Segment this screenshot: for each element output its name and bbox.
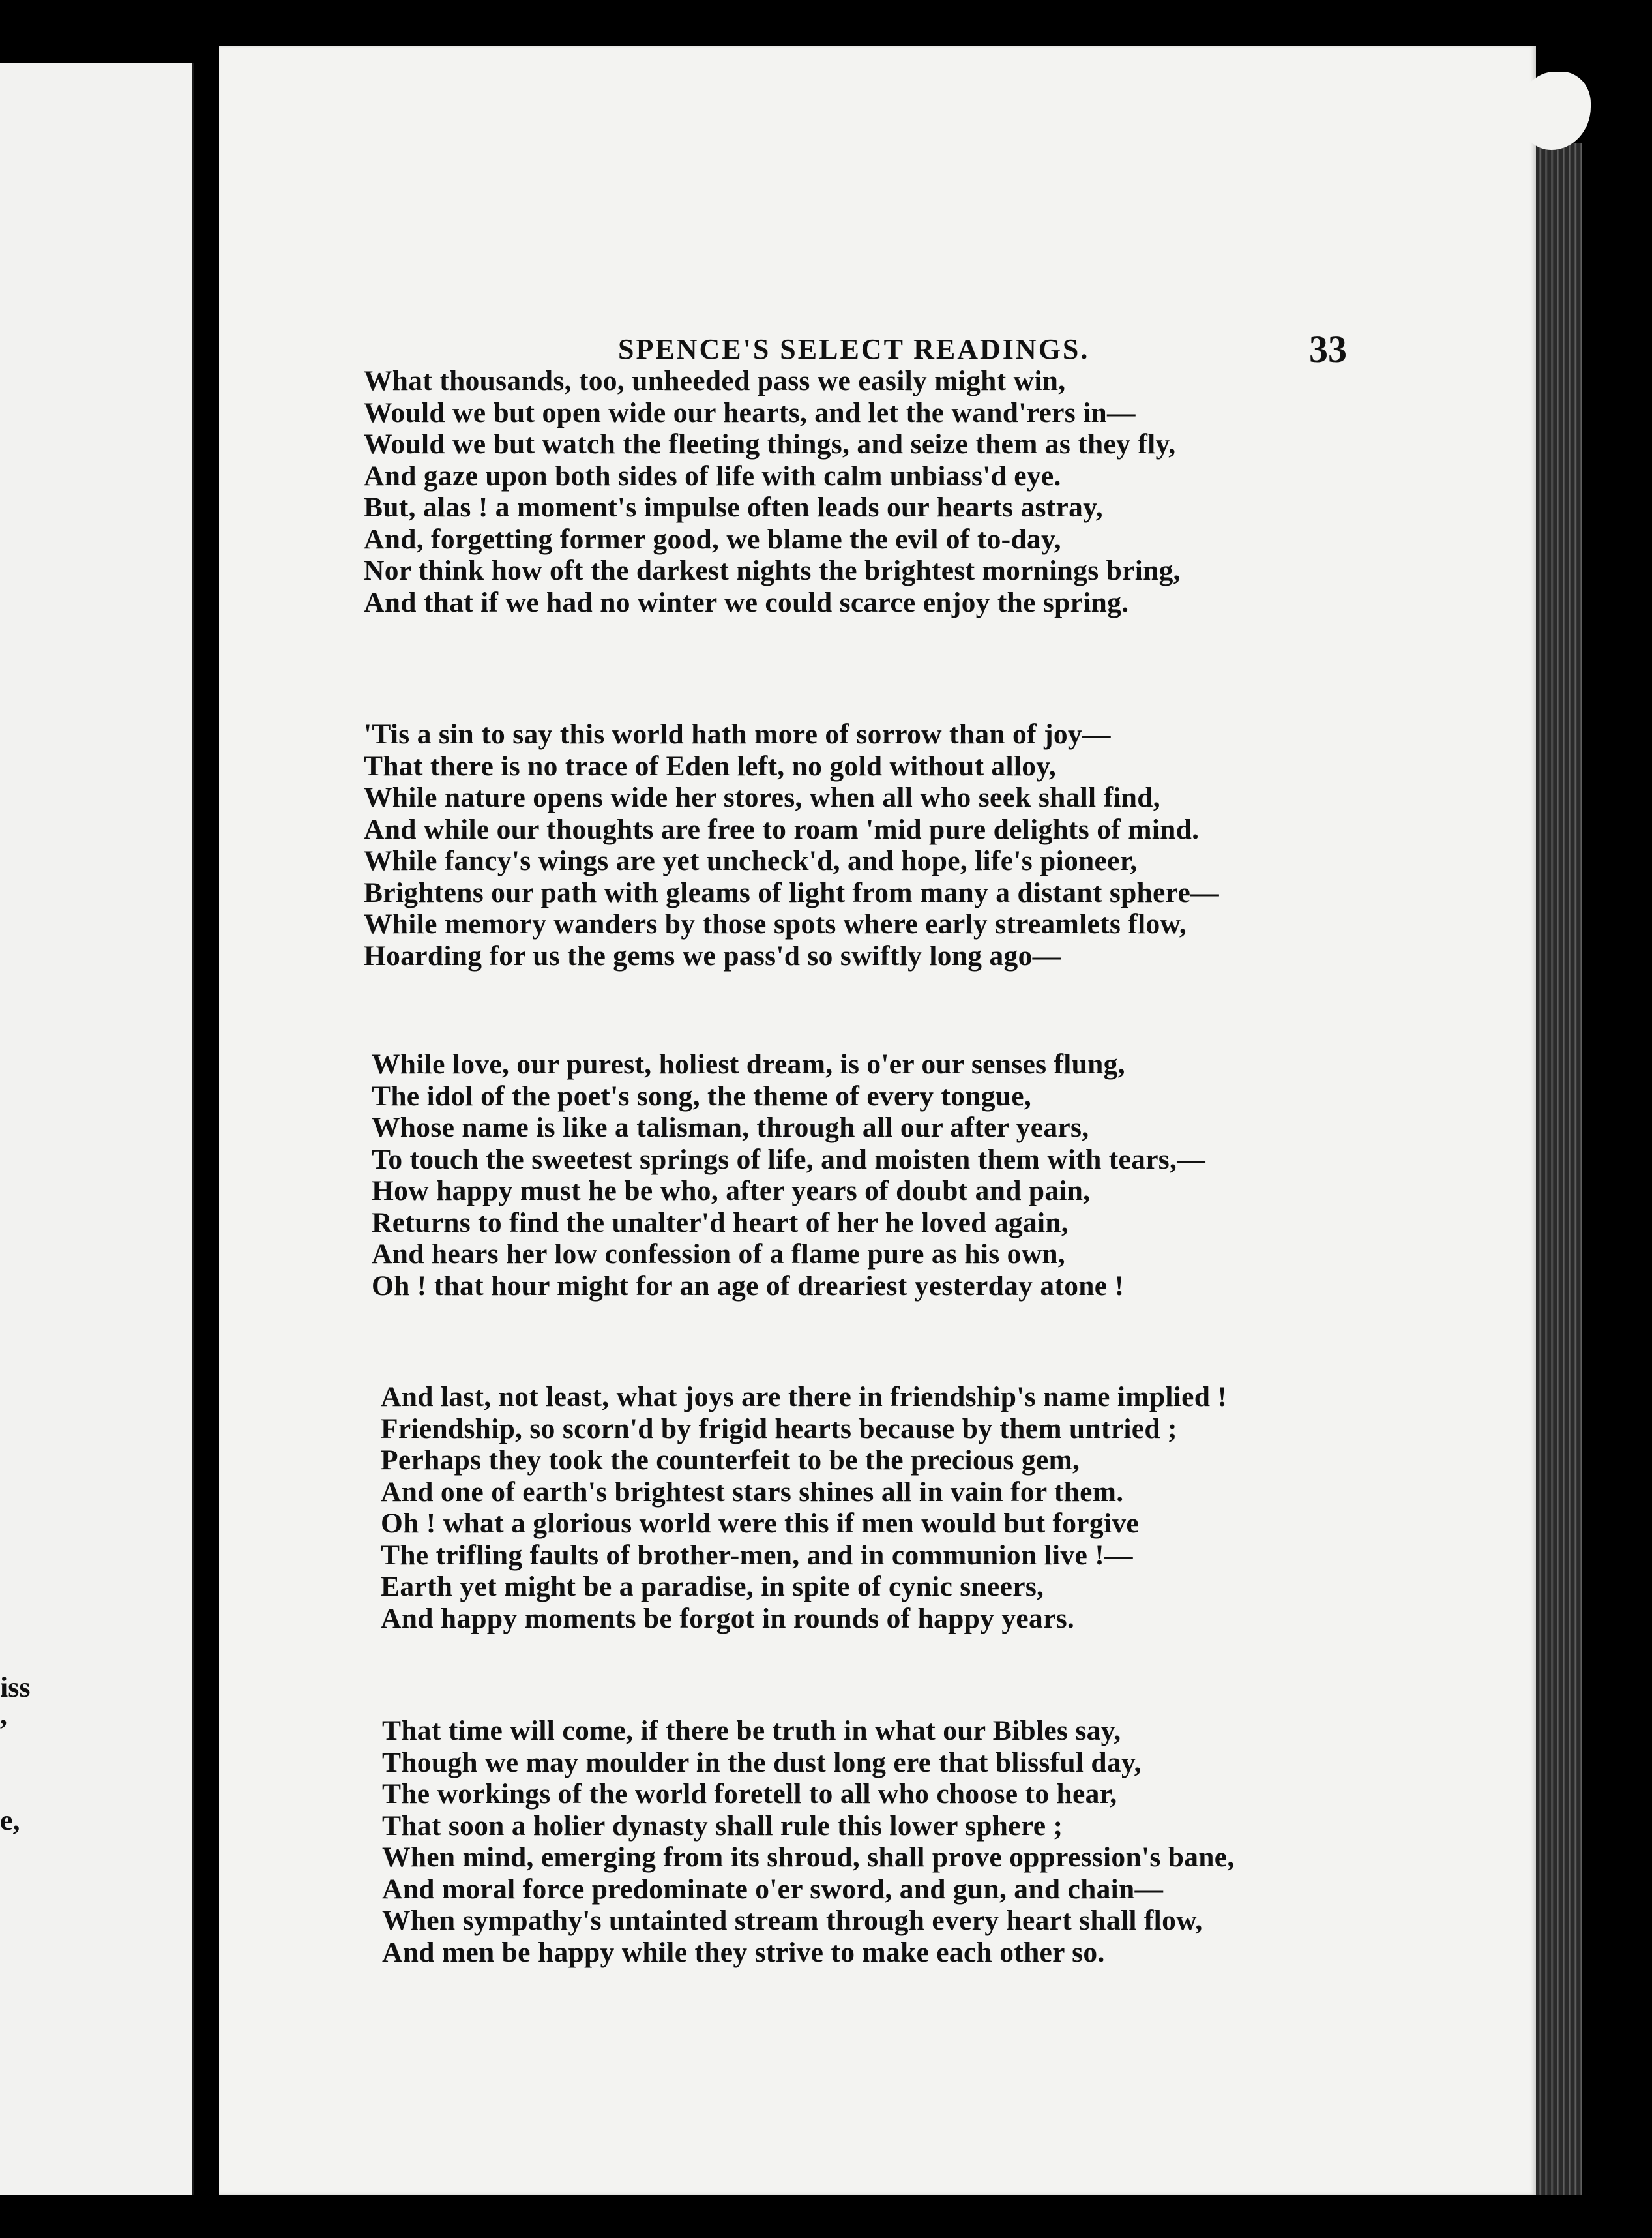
verse-line: Returns to find the unalter'd heart of her he loved again, [372, 1206, 1069, 1238]
verse-line: When mind, emerging from its shroud, shall prove oppression's bane, [382, 1842, 1235, 1873]
page-number: 33 [1309, 328, 1347, 370]
facing-page-fragment: , [0, 1699, 7, 1731]
torn-corner [1519, 72, 1591, 150]
book-page [219, 46, 1536, 2195]
verse-line: And men be happy while they strive to make each other so. [382, 1936, 1105, 1968]
verse-line: And one of earth's brightest stars shines all in vain for them. [381, 1476, 1124, 1508]
verse-line: That there is no trace of Eden left, no gold without alloy, [364, 750, 1057, 782]
verse-line: But, alas ! a moment's impulse often leads our hearts astray, [364, 492, 1103, 523]
running-title: SPENCE'S SELECT READINGS. [618, 333, 1090, 365]
verse-line: Friendship, so scorn'd by frigid hearts because by them untried ; [381, 1412, 1177, 1444]
verse-line: While nature opens wide her stores, when all who seek shall find, [364, 782, 1160, 813]
verse-line: 'Tis a sin to say this world hath more of sorrow than of joy— [364, 719, 1111, 750]
verse-line: Nor think how oft the darkest nights the brightest mornings bring, [364, 555, 1181, 586]
stanza-2 [364, 719, 1219, 972]
verse-line: Oh ! what a glorious world were this if men would but forgive [381, 1508, 1139, 1539]
stanza-5 [382, 1715, 1235, 1968]
verse-line: And while our thoughts are free to roam 'mid pure delights of mind. [364, 813, 1200, 845]
verse-line: And gaze upon both sides of life with calm unbiass'd eye. [364, 460, 1061, 492]
verse-line: Would we but watch the fleeting things, and seize them as they fly, [364, 428, 1176, 460]
verse-line: And last, not least, what joys are there in friendship's name implied ! [381, 1381, 1228, 1412]
verse-line: The idol of the poet's song, the theme of every tongue, [372, 1080, 1032, 1112]
verse-line: Perhaps they took the counterfeit to be the precious gem, [381, 1444, 1080, 1476]
stanza-3 [372, 1049, 1205, 1302]
verse-line: And happy moments be forgot in rounds of happy years. [381, 1602, 1075, 1634]
verse-line: While memory wanders by those spots where early streamlets flow, [364, 908, 1187, 940]
verse-line: What thousands, too, unheeded pass we easily might win, [364, 365, 1066, 396]
verse-line: Brightens our path with gleams of light from many a distant sphere— [364, 876, 1219, 908]
verse-line: How happy must he be who, after years of doubt and pain, [372, 1175, 1091, 1206]
facing-page-fragment: iss [0, 1671, 31, 1703]
verse-line: Hoarding for us the gems we pass'd so swiftly long ago— [364, 940, 1061, 972]
facing-page [0, 63, 194, 2195]
verse-line: And, forgetting former good, we blame the evil of to-day, [364, 523, 1061, 555]
verse-line: To touch the sweetest springs of life, and moisten them with tears,— [372, 1143, 1206, 1175]
verse-line: Whose name is like a talisman, through all our after years, [372, 1112, 1089, 1143]
verse-line: That soon a holier dynasty shall rule this lower sphere ; [382, 1810, 1063, 1842]
verse-line: The workings of the world foretell to all who choose to hear, [382, 1778, 1117, 1810]
verse-line: Would we but open wide our hearts, and let the wand'rers in— [364, 396, 1136, 428]
verse-line: While love, our purest, holiest dream, is o'er our senses flung, [372, 1049, 1125, 1080]
verse-line: And hears her low confession of a flame pure as his own, [372, 1238, 1066, 1270]
stanza-1 [364, 365, 1181, 618]
verse-line: And moral force predominate o'er sword, and gun, and chain— [382, 1873, 1164, 1905]
verse-line: While fancy's wings are yet uncheck'd, and hope, life's pioneer, [364, 845, 1138, 876]
verse-line: Though we may moulder in the dust long ere that blissful day, [382, 1746, 1142, 1778]
verse-line: Earth yet might be a paradise, in spite of cynic sneers, [381, 1571, 1044, 1602]
facing-page-fragment: e, [0, 1804, 20, 1836]
verse-line: Oh ! that hour might for an age of dreariest yesterday atone ! [372, 1270, 1125, 1302]
page-edge [1536, 143, 1582, 2195]
verse-line: When sympathy's untainted stream through every heart shall flow, [382, 1905, 1203, 1936]
verse-line: And that if we had no winter we could scarce enjoy the spring. [364, 586, 1129, 618]
verse-line: That time will come, if there be truth in what our Bibles say, [382, 1715, 1121, 1746]
verse-line: The trifling faults of brother-men, and in communion live !— [381, 1539, 1133, 1571]
stanza-4 [381, 1381, 1227, 1634]
